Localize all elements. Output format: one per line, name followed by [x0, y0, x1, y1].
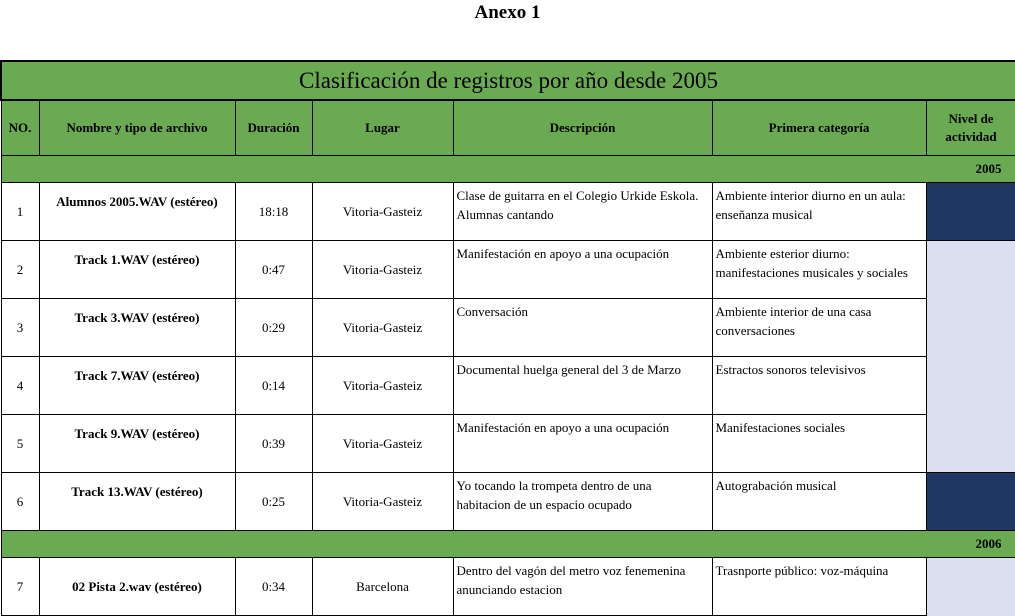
- table-row: [1, 558, 1015, 616]
- table-row: [1, 183, 1015, 241]
- header-description: Descripción: [453, 100, 712, 156]
- row-duration: 0:39: [235, 415, 312, 473]
- year-label-2005: 2005: [926, 156, 1015, 183]
- row-duration: 18:18: [235, 183, 312, 241]
- row-description: Manifestación en apoyo a una ocupación: [453, 241, 712, 299]
- row-place: Vitoria-Gasteiz: [312, 299, 453, 357]
- table-row: [1, 299, 1015, 357]
- activity-level-cell: [926, 558, 1015, 616]
- table-row: [1, 473, 1015, 531]
- row-category: Trasnporte público: voz-máquina: [712, 558, 926, 616]
- header-name: Nombre y tipo de archivo: [39, 100, 235, 156]
- header-duration: Duración: [235, 100, 312, 156]
- activity-level-cell: [926, 241, 1015, 299]
- row-description: Documental huelga general del 3 de Marzo: [453, 357, 712, 415]
- row-description: Dentro del vagón del metro voz fenemenina anunciando estacion: [453, 558, 712, 616]
- activity-level-cell: [926, 299, 1015, 357]
- table-row: [1, 415, 1015, 473]
- row-file: Track 7.WAV (estéreo): [39, 357, 235, 415]
- activity-level-cell: [926, 415, 1015, 473]
- header-place: Lugar: [312, 100, 453, 156]
- table-title: Clasificación de registros por año desde 2005: [1, 61, 1015, 100]
- row-no: 3: [1, 299, 39, 357]
- year-row-2006: [1, 531, 1015, 558]
- row-file: Track 9.WAV (estéreo): [39, 415, 235, 473]
- row-no: 5: [1, 415, 39, 473]
- annex-title: Anexo 1: [474, 2, 541, 23]
- row-file: Alumnos 2005.WAV (estéreo): [39, 183, 235, 241]
- header-no: NO.: [1, 100, 39, 156]
- row-category: Ambiente esterior diurno: manifestaciones musicales y sociales: [712, 241, 926, 299]
- row-duration: 0:29: [235, 299, 312, 357]
- row-description: Conversación: [453, 299, 712, 357]
- row-no: 1: [1, 183, 39, 241]
- row-place: Vitoria-Gasteiz: [312, 357, 453, 415]
- row-description: Clase de guitarra en el Colegio Urkide Eskola. Alumnas cantando: [453, 183, 712, 241]
- row-duration: 0:34: [235, 558, 312, 616]
- row-no: 4: [1, 357, 39, 415]
- year-label-2006: 2006: [926, 531, 1015, 558]
- row-file: Track 13.WAV (estéreo): [39, 473, 235, 531]
- row-place: Barcelona: [312, 558, 453, 616]
- row-place: Vitoria-Gasteiz: [312, 473, 453, 531]
- row-description: Manifestación en apoyo a una ocupación: [453, 415, 712, 473]
- row-file: Track 3.WAV (estéreo): [39, 299, 235, 357]
- row-no: 2: [1, 241, 39, 299]
- row-place: Vitoria-Gasteiz: [312, 241, 453, 299]
- row-file: Track 1.WAV (estéreo): [39, 241, 235, 299]
- row-duration: 0:47: [235, 241, 312, 299]
- row-category: Ambiente interior de una casa conversaciones: [712, 299, 926, 357]
- activity-level-cell: [926, 357, 1015, 415]
- header-activity: Nivel de actividad: [926, 100, 1015, 156]
- row-no: 6: [1, 473, 39, 531]
- row-category: Manifestaciones sociales: [712, 415, 926, 473]
- table-row: [1, 241, 1015, 299]
- row-duration: 0:25: [235, 473, 312, 531]
- table-row: [1, 357, 1015, 415]
- row-no: 7: [1, 558, 39, 616]
- activity-level-cell: [926, 473, 1015, 531]
- header-category: Primera categoría: [712, 100, 926, 156]
- row-description: Yo tocando la trompeta dentro de una habitacion de un espacio ocupado: [453, 473, 712, 531]
- records-table: [0, 60, 1015, 616]
- header-row: [1, 100, 1015, 156]
- row-place: Vitoria-Gasteiz: [312, 183, 453, 241]
- row-category: Autograbación musical: [712, 473, 926, 531]
- row-category: Ambiente interior diurno en un aula: enseñanza musical: [712, 183, 926, 241]
- row-category: Estractos sonoros televisivos: [712, 357, 926, 415]
- row-duration: 0:14: [235, 357, 312, 415]
- activity-level-cell: [926, 183, 1015, 241]
- year-row-2005: [1, 156, 1015, 183]
- row-place: Vitoria-Gasteiz: [312, 415, 453, 473]
- row-file: 02 Pista 2.wav (estéreo): [39, 558, 235, 616]
